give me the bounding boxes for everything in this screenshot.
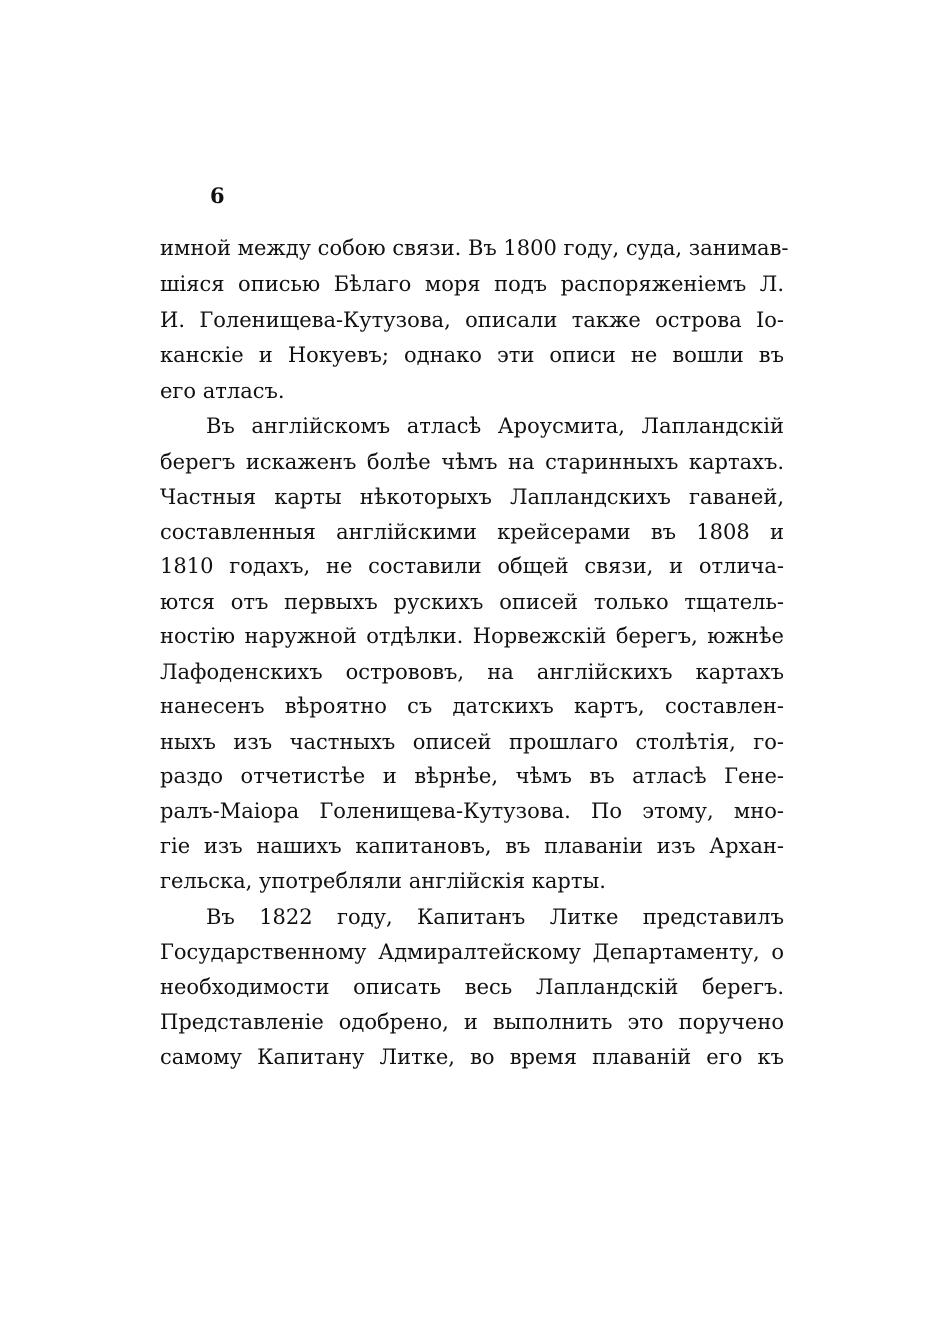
text-line: гельска, употребляли англійскія карты.: [160, 869, 606, 893]
text-line: Лафоденскихъ острововъ, на англійскихъ картахъ: [160, 660, 784, 684]
text-line: самому Капитану Литке, во время плаваній его къ: [160, 1045, 784, 1069]
text-line: ралъ-Маіора Голенищева-Кутузова. По этому, мно-: [160, 799, 784, 823]
text-line: необходимости описать весь Лапландскій берегъ.: [160, 975, 784, 999]
text-line: гіе изъ нашихъ капитановъ, въ плаваніи изъ Архан-: [160, 834, 784, 858]
text-line: ныхъ изъ частныхъ описей прошлаго столѣтія, го-: [160, 730, 784, 754]
text-line: ностію наружной отдѣлки. Норвежскій берегъ, южнѣе: [160, 624, 784, 648]
text-line: И. Голенищева-Кутузова, описали также острова Іо-: [160, 308, 784, 332]
text-line: берегъ искаженъ болѣе чѣмъ на старинныхъ картахъ.: [160, 450, 784, 474]
text-line: ются отъ первыхъ рускихъ описей только тщатель-: [160, 590, 784, 614]
text-line: его атласъ.: [160, 379, 285, 403]
text-line: раздо отчетистѣе и вѣрнѣе, чѣмъ въ атласѣ Гене-: [160, 764, 784, 788]
text-line: Представленіе одобрено, и выполнить это поручено: [160, 1010, 784, 1034]
text-line: шіяся описью Бѣлаго моря подъ распоряженіемъ Л.: [160, 272, 784, 296]
text-line: составленныя англійскими крейсерами въ 1808 и: [160, 520, 784, 544]
text-line: канскіе и Нокуевъ; однако эти описи не вошли въ: [160, 343, 784, 367]
text-line: имной между собою связи. Въ 1800 году, суда, занимав-: [160, 236, 789, 260]
text-line: Государственному Адмиралтейскому Департаменту, о: [160, 940, 784, 964]
text-line: Частныя карты нѣкоторыхъ Лапландскихъ гаваней,: [160, 485, 784, 509]
text-line: нанесенъ вѣроятно съ датскихъ картъ, составлен-: [160, 694, 784, 718]
text-line: Въ англійскомъ атласѣ Ароусмита, Лапландскій: [206, 414, 784, 438]
text-line: Въ 1822 году, Капитанъ Литке представилъ: [206, 905, 784, 929]
page-number: 6: [210, 183, 225, 208]
text-line: 1810 годахъ, не составили общей связи, и отлича-: [160, 554, 784, 578]
